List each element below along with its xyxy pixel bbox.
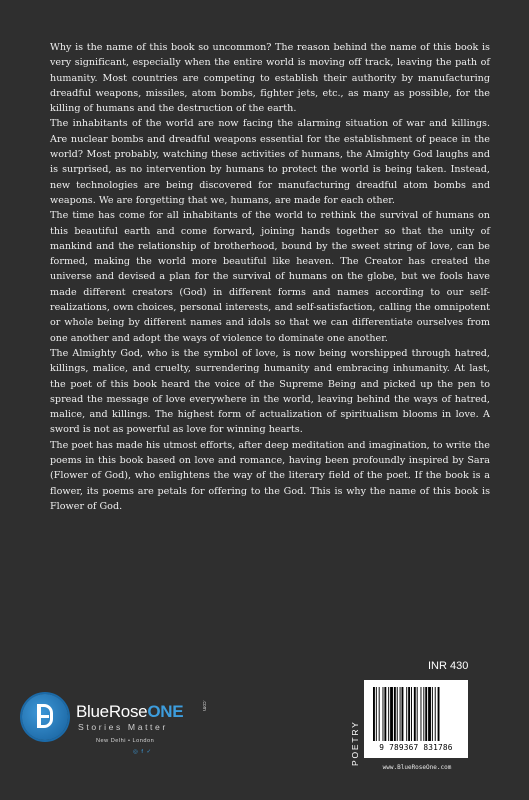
publisher-tagline: Stories Matter <box>78 722 168 732</box>
blurb-paragraph: The inhabitants of the world are now facing the alarming situation of war and killings. Are nuclear bombs and dreadful weapons essential for the establishment of peace in the world? Most probably, watching these activities of humans, the Almighty God laughs and is surprised, as no intervention by humans to protect the world is being taken. Instead, new technologies are being discovered for manufacturing dreadful atom bombs and weapons. We are forgetting that we, humans, are made for each other. <box>50 118 490 206</box>
publisher-com: .com <box>201 700 207 711</box>
blurb-paragraph: The time has come for all inhabitants of the world to rethink the survival of humans on this beautiful earth and come forward, joining hands together so that the unity of mankind and the relationship of brotherhood, bound by the sweet string of love, can be formed, making the world more beautiful like heaven. The Creator has created the universe and devised a plan for the survival of humans on the globe, but we fools have made different creators (God) in different forms and names according to our self-realizations, own choices, personal interests, and self-satisfaction, calling the omnipotent or whole being by different names and idols so that we can differentiate ourselves from one another and adopt the ways of violence to dominate one another. <box>50 210 490 344</box>
barcode-bar <box>406 687 407 741</box>
publisher-name-accent: ONE <box>147 702 184 721</box>
barcode-bar <box>397 687 398 741</box>
barcode-bar <box>421 687 422 741</box>
publisher-logo-icon <box>22 694 68 740</box>
barcode-bar <box>402 687 404 741</box>
barcode-bar <box>388 687 389 741</box>
back-cover-blurb <box>50 40 490 514</box>
barcode-bar <box>432 687 433 741</box>
website-url: www.BlueRoseOne.com <box>382 764 452 771</box>
isbn-number: 9 789367 831786 <box>379 743 453 752</box>
barcode-bar <box>423 687 424 741</box>
genre-label: POETRY <box>350 720 360 766</box>
barcode-bar <box>394 687 396 741</box>
publisher-name <box>76 702 183 722</box>
blurb-paragraph: Why is the name of this book so uncommon? The reason behind the name of this book is very significant, especially when the entire world is moving off track, leaving the path of humanity. Most countries are competing to establish their authority by manufacturing dreadful weapons, missiles, atom bombs, fighter jets, etc., as many as possible, for the killing of humans and the destruction of the earth. <box>50 42 490 115</box>
blurb-paragraph: The Almighty God, who is the symbol of love, is now being worshipped through hatred, killings, malice, and cruelty, surrendering humanity and embracing inhumanity. At last, the poet of this book heard the voice of the Supreme Being and picked up the pen to spread the message of love everywhere in the world, leaving behind the ways of hatred, malice, and killings. The highest form of actualization of spiritualism blooms in love. A sword is not as powerful as love for winning hearts. <box>50 347 490 436</box>
barcode-bars <box>371 687 461 742</box>
price-label: INR 430 <box>428 660 469 672</box>
barcode-bar <box>390 687 393 741</box>
logo-b-glyph <box>37 704 53 728</box>
barcode-bar <box>379 687 380 741</box>
barcode-bar <box>435 687 436 741</box>
barcode-bar <box>383 687 384 741</box>
barcode-bar <box>417 687 418 741</box>
barcode-bar <box>400 687 401 741</box>
publisher-name-main: BlueRose <box>76 702 148 721</box>
barcode-bar <box>425 687 427 741</box>
publisher-cities: New Delhi • London <box>96 738 155 744</box>
barcode-bar <box>411 687 412 741</box>
barcode-bar <box>408 687 410 741</box>
barcode-bar <box>373 687 375 741</box>
barcode-bar <box>428 687 431 741</box>
barcode-bar <box>384 687 386 741</box>
barcode-bar <box>414 687 416 741</box>
barcode-bar <box>376 687 377 741</box>
isbn-barcode <box>364 680 468 758</box>
barcode-bar <box>438 687 440 741</box>
blurb-paragraph: The poet has made his utmost efforts, after deep meditation and imagination, to write the poems in this book based on love and romance, having been profoundly inspired by Sara (Flower of God), who enlightens the way of the literary field of the poet. If the book is a flower, its poems are petals for offering to the God. This is why the name of this book is Flower of God. <box>50 439 490 512</box>
social-icons: ◎ f ✓ <box>133 749 153 755</box>
